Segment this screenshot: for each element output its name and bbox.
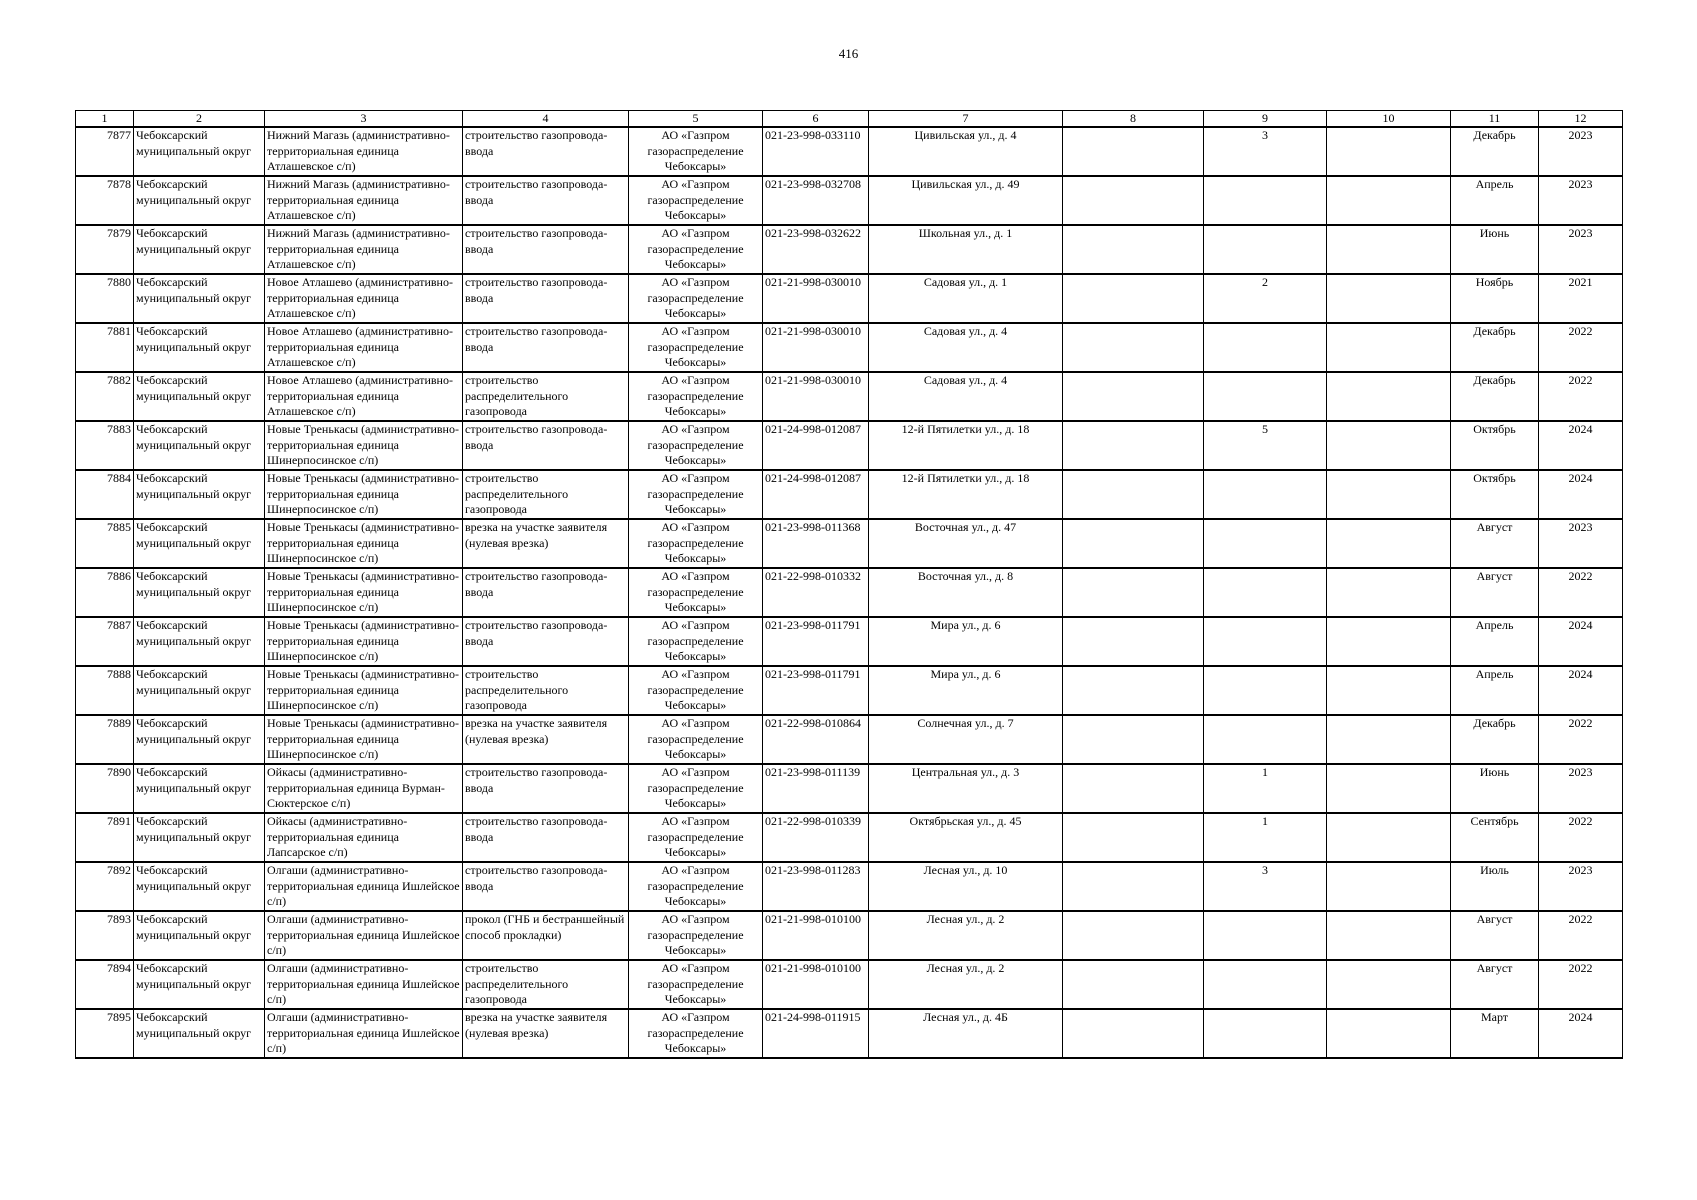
table-row: [76, 421, 1623, 470]
month-cell: Август: [1451, 568, 1539, 617]
column-9-cell: [1204, 666, 1327, 715]
header-row: [76, 111, 1623, 128]
column-header: 6: [763, 111, 869, 128]
column-header: 9: [1204, 111, 1327, 128]
year-cell: 2022: [1539, 960, 1623, 1009]
column-8-cell: [1063, 862, 1204, 911]
application-code-cell: 021-23-998-011368: [763, 519, 869, 568]
locality-cell: Нижний Магазь (административно-территориальная единица Атлашевское с/п): [265, 176, 463, 225]
column-9-cell: 5: [1204, 421, 1327, 470]
month-cell: Октябрь: [1451, 421, 1539, 470]
column-header: 8: [1063, 111, 1204, 128]
address-cell: Восточная ул., д. 47: [869, 519, 1063, 568]
column-8-cell: [1063, 911, 1204, 960]
work-type-cell: строительство газопровода-ввода: [463, 176, 629, 225]
column-8-cell: [1063, 813, 1204, 862]
row-number-cell: 7891: [76, 813, 134, 862]
year-cell: 2024: [1539, 617, 1623, 666]
table-row: [76, 323, 1623, 372]
row-number-cell: 7882: [76, 372, 134, 421]
column-header: 5: [629, 111, 763, 128]
application-code-cell: 021-21-998-030010: [763, 372, 869, 421]
year-cell: 2022: [1539, 813, 1623, 862]
application-code-cell: 021-22-998-010332: [763, 568, 869, 617]
column-10-cell: [1327, 519, 1451, 568]
table-row: [76, 127, 1623, 176]
address-cell: Лесная ул., д. 2: [869, 960, 1063, 1009]
column-9-cell: 1: [1204, 764, 1327, 813]
row-number-cell: 7892: [76, 862, 134, 911]
column-9-cell: [1204, 911, 1327, 960]
work-type-cell: строительство газопровода-ввода: [463, 323, 629, 372]
district-cell: Чебоксарский муниципальный округ: [134, 764, 265, 813]
row-number-cell: 7893: [76, 911, 134, 960]
year-cell: 2021: [1539, 274, 1623, 323]
district-cell: Чебоксарский муниципальный округ: [134, 225, 265, 274]
month-cell: Декабрь: [1451, 323, 1539, 372]
row-number-cell: 7885: [76, 519, 134, 568]
row-number-cell: 7880: [76, 274, 134, 323]
district-cell: Чебоксарский муниципальный округ: [134, 274, 265, 323]
column-9-cell: [1204, 519, 1327, 568]
month-cell: Сентябрь: [1451, 813, 1539, 862]
column-8-cell: [1063, 127, 1204, 176]
locality-cell: Новые Тренькасы (административно-территориальная единица Шинерпосинское с/п): [265, 470, 463, 519]
address-cell: Октябрьская ул., д. 45: [869, 813, 1063, 862]
application-code-cell: 021-21-998-030010: [763, 274, 869, 323]
registry-table: [75, 110, 1623, 1059]
column-10-cell: [1327, 862, 1451, 911]
organization-cell: АО «Газпром газораспределение Чебоксары»: [629, 617, 763, 666]
address-cell: 12-й Пятилетки ул., д. 18: [869, 470, 1063, 519]
year-cell: 2022: [1539, 715, 1623, 764]
application-code-cell: 021-23-998-033110: [763, 127, 869, 176]
column-8-cell: [1063, 568, 1204, 617]
locality-cell: Новые Тренькасы (административно-территориальная единица Шинерпосинское с/п): [265, 421, 463, 470]
district-cell: Чебоксарский муниципальный округ: [134, 911, 265, 960]
organization-cell: АО «Газпром газораспределение Чебоксары»: [629, 225, 763, 274]
month-cell: Декабрь: [1451, 127, 1539, 176]
district-cell: Чебоксарский муниципальный округ: [134, 323, 265, 372]
month-cell: Август: [1451, 911, 1539, 960]
row-number-cell: 7884: [76, 470, 134, 519]
work-type-cell: врезка на участке заявителя (нулевая врезка): [463, 519, 629, 568]
address-cell: Мира ул., д. 6: [869, 617, 1063, 666]
application-code-cell: 021-23-998-032708: [763, 176, 869, 225]
row-number-cell: 7886: [76, 568, 134, 617]
address-cell: Лесная ул., д. 10: [869, 862, 1063, 911]
work-type-cell: строительство газопровода-ввода: [463, 127, 629, 176]
address-cell: Мира ул., д. 6: [869, 666, 1063, 715]
work-type-cell: строительство газопровода-ввода: [463, 568, 629, 617]
column-10-cell: [1327, 960, 1451, 1009]
organization-cell: АО «Газпром газораспределение Чебоксары»: [629, 1009, 763, 1058]
column-9-cell: 3: [1204, 127, 1327, 176]
locality-cell: Новое Атлашево (административно-территориальная единица Атлашевское с/п): [265, 274, 463, 323]
column-header: 1: [76, 111, 134, 128]
locality-cell: Новое Атлашево (административно-территориальная единица Атлашевское с/п): [265, 323, 463, 372]
address-cell: Школьная ул., д. 1: [869, 225, 1063, 274]
row-number-cell: 7878: [76, 176, 134, 225]
column-10-cell: [1327, 715, 1451, 764]
row-number-cell: 7881: [76, 323, 134, 372]
column-8-cell: [1063, 323, 1204, 372]
year-cell: 2024: [1539, 1009, 1623, 1058]
column-8-cell: [1063, 421, 1204, 470]
application-code-cell: 021-23-998-011283: [763, 862, 869, 911]
application-code-cell: 021-24-998-012087: [763, 470, 869, 519]
row-number-cell: 7895: [76, 1009, 134, 1058]
district-cell: Чебоксарский муниципальный округ: [134, 470, 265, 519]
column-10-cell: [1327, 764, 1451, 813]
month-cell: Июль: [1451, 862, 1539, 911]
locality-cell: Новые Тренькасы (административно-территориальная единица Шинерпосинское с/п): [265, 568, 463, 617]
work-type-cell: строительство распределительного газопровода: [463, 470, 629, 519]
district-cell: Чебоксарский муниципальный округ: [134, 617, 265, 666]
district-cell: Чебоксарский муниципальный округ: [134, 666, 265, 715]
locality-cell: Олгаши (административно-территориальная единица Ишлейское с/п): [265, 960, 463, 1009]
locality-cell: Олгаши (административно-территориальная единица Ишлейское с/п): [265, 911, 463, 960]
application-code-cell: 021-23-998-032622: [763, 225, 869, 274]
column-8-cell: [1063, 666, 1204, 715]
locality-cell: Ойкасы (административно-территориальная единица Вурман-Сюктерское с/п): [265, 764, 463, 813]
column-header: 4: [463, 111, 629, 128]
table-row: [76, 715, 1623, 764]
district-cell: Чебоксарский муниципальный округ: [134, 519, 265, 568]
locality-cell: Новые Тренькасы (административно-территориальная единица Шинерпосинское с/п): [265, 617, 463, 666]
column-10-cell: [1327, 813, 1451, 862]
column-8-cell: [1063, 764, 1204, 813]
page-number: 416: [838, 46, 859, 61]
organization-cell: АО «Газпром газораспределение Чебоксары»: [629, 372, 763, 421]
organization-cell: АО «Газпром газораспределение Чебоксары»: [629, 715, 763, 764]
address-cell: Садовая ул., д. 1: [869, 274, 1063, 323]
column-10-cell: [1327, 127, 1451, 176]
address-cell: Солнечная ул., д. 7: [869, 715, 1063, 764]
organization-cell: АО «Газпром газораспределение Чебоксары»: [629, 862, 763, 911]
column-10-cell: [1327, 666, 1451, 715]
address-cell: Цивильская ул., д. 49: [869, 176, 1063, 225]
locality-cell: Новые Тренькасы (административно-территориальная единица Шинерпосинское с/п): [265, 666, 463, 715]
year-cell: 2023: [1539, 176, 1623, 225]
district-cell: Чебоксарский муниципальный округ: [134, 421, 265, 470]
work-type-cell: строительство распределительного газопровода: [463, 666, 629, 715]
work-type-cell: строительство газопровода-ввода: [463, 764, 629, 813]
month-cell: Ноябрь: [1451, 274, 1539, 323]
column-10-cell: [1327, 1009, 1451, 1058]
work-type-cell: врезка на участке заявителя (нулевая врезка): [463, 1009, 629, 1058]
organization-cell: АО «Газпром газораспределение Чебоксары»: [629, 813, 763, 862]
column-header: 11: [1451, 111, 1539, 128]
column-9-cell: [1204, 225, 1327, 274]
work-type-cell: прокол (ГНБ и бестраншейный способ прокладки): [463, 911, 629, 960]
column-9-cell: [1204, 372, 1327, 421]
year-cell: 2022: [1539, 911, 1623, 960]
row-number-cell: 7890: [76, 764, 134, 813]
locality-cell: Олгаши (административно-территориальная единица Ишлейское с/п): [265, 1009, 463, 1058]
column-9-cell: [1204, 715, 1327, 764]
column-8-cell: [1063, 274, 1204, 323]
column-10-cell: [1327, 176, 1451, 225]
column-10-cell: [1327, 372, 1451, 421]
month-cell: Март: [1451, 1009, 1539, 1058]
row-number-cell: 7894: [76, 960, 134, 1009]
table-row: [76, 372, 1623, 421]
table-row: [76, 813, 1623, 862]
column-10-cell: [1327, 617, 1451, 666]
organization-cell: АО «Газпром газораспределение Чебоксары»: [629, 519, 763, 568]
year-cell: 2022: [1539, 372, 1623, 421]
column-9-cell: [1204, 568, 1327, 617]
row-number-cell: 7877: [76, 127, 134, 176]
column-10-cell: [1327, 323, 1451, 372]
column-9-cell: [1204, 1009, 1327, 1058]
work-type-cell: строительство распределительного газопровода: [463, 372, 629, 421]
address-cell: 12-й Пятилетки ул., д. 18: [869, 421, 1063, 470]
district-cell: Чебоксарский муниципальный округ: [134, 960, 265, 1009]
row-number-cell: 7887: [76, 617, 134, 666]
locality-cell: Нижний Магазь (административно-территориальная единица Атлашевское с/п): [265, 225, 463, 274]
district-cell: Чебоксарский муниципальный округ: [134, 1009, 265, 1058]
district-cell: Чебоксарский муниципальный округ: [134, 862, 265, 911]
column-9-cell: [1204, 176, 1327, 225]
year-cell: 2023: [1539, 519, 1623, 568]
table-body: [76, 127, 1623, 1058]
year-cell: 2023: [1539, 862, 1623, 911]
column-header: 12: [1539, 111, 1623, 128]
year-cell: 2023: [1539, 764, 1623, 813]
row-number-cell: 7883: [76, 421, 134, 470]
year-cell: 2023: [1539, 225, 1623, 274]
locality-cell: Ойкасы (административно-территориальная единица Лапсарское с/п): [265, 813, 463, 862]
locality-cell: Новые Тренькасы (административно-территориальная единица Шинерпосинское с/п): [265, 519, 463, 568]
organization-cell: АО «Газпром газораспределение Чебоксары»: [629, 568, 763, 617]
work-type-cell: строительство газопровода-ввода: [463, 421, 629, 470]
table-row: [76, 176, 1623, 225]
column-8-cell: [1063, 715, 1204, 764]
table-row: [76, 960, 1623, 1009]
column-9-cell: [1204, 323, 1327, 372]
application-code-cell: 021-21-998-030010: [763, 323, 869, 372]
organization-cell: АО «Газпром газораспределение Чебоксары»: [629, 127, 763, 176]
column-header: 10: [1327, 111, 1451, 128]
organization-cell: АО «Газпром газораспределение Чебоксары»: [629, 911, 763, 960]
work-type-cell: строительство газопровода-ввода: [463, 813, 629, 862]
application-code-cell: 021-22-998-010339: [763, 813, 869, 862]
locality-cell: Нижний Магазь (административно-территориальная единица Атлашевское с/п): [265, 127, 463, 176]
address-cell: Цивильская ул., д. 4: [869, 127, 1063, 176]
column-9-cell: 3: [1204, 862, 1327, 911]
work-type-cell: строительство газопровода-ввода: [463, 274, 629, 323]
column-8-cell: [1063, 470, 1204, 519]
column-9-cell: 1: [1204, 813, 1327, 862]
column-10-cell: [1327, 274, 1451, 323]
column-8-cell: [1063, 519, 1204, 568]
column-10-cell: [1327, 568, 1451, 617]
work-type-cell: врезка на участке заявителя (нулевая врезка): [463, 715, 629, 764]
column-9-cell: [1204, 470, 1327, 519]
locality-cell: Олгаши (административно-территориальная единица Ишлейское с/п): [265, 862, 463, 911]
work-type-cell: строительство газопровода-ввода: [463, 225, 629, 274]
organization-cell: АО «Газпром газораспределение Чебоксары»: [629, 666, 763, 715]
year-cell: 2024: [1539, 470, 1623, 519]
organization-cell: АО «Газпром газораспределение Чебоксары»: [629, 421, 763, 470]
application-code-cell: 021-23-998-011791: [763, 617, 869, 666]
organization-cell: АО «Газпром газораспределение Чебоксары»: [629, 764, 763, 813]
work-type-cell: строительство газопровода-ввода: [463, 617, 629, 666]
column-10-cell: [1327, 421, 1451, 470]
column-9-cell: [1204, 617, 1327, 666]
table-row: [76, 617, 1623, 666]
table-row: [76, 568, 1623, 617]
application-code-cell: 021-23-998-011791: [763, 666, 869, 715]
table-row: [76, 911, 1623, 960]
application-code-cell: 021-23-998-011139: [763, 764, 869, 813]
column-8-cell: [1063, 960, 1204, 1009]
table-row: [76, 225, 1623, 274]
table-row: [76, 274, 1623, 323]
column-8-cell: [1063, 617, 1204, 666]
year-cell: 2023: [1539, 127, 1623, 176]
address-cell: Садовая ул., д. 4: [869, 372, 1063, 421]
address-cell: Восточная ул., д. 8: [869, 568, 1063, 617]
application-code-cell: 021-24-998-011915: [763, 1009, 869, 1058]
work-type-cell: строительство газопровода-ввода: [463, 862, 629, 911]
column-8-cell: [1063, 176, 1204, 225]
table-row: [76, 862, 1623, 911]
row-number-cell: 7879: [76, 225, 134, 274]
district-cell: Чебоксарский муниципальный округ: [134, 127, 265, 176]
column-header: 7: [869, 111, 1063, 128]
column-8-cell: [1063, 372, 1204, 421]
application-code-cell: 021-24-998-012087: [763, 421, 869, 470]
organization-cell: АО «Газпром газораспределение Чебоксары»: [629, 470, 763, 519]
column-10-cell: [1327, 911, 1451, 960]
address-cell: Лесная ул., д. 4Б: [869, 1009, 1063, 1058]
month-cell: Июнь: [1451, 225, 1539, 274]
table-row: [76, 666, 1623, 715]
column-header: 2: [134, 111, 265, 128]
application-code-cell: 021-21-998-010100: [763, 960, 869, 1009]
table-row: [76, 764, 1623, 813]
application-code-cell: 021-21-998-010100: [763, 911, 869, 960]
column-10-cell: [1327, 470, 1451, 519]
organization-cell: АО «Газпром газораспределение Чебоксары»: [629, 960, 763, 1009]
month-cell: Октябрь: [1451, 470, 1539, 519]
district-cell: Чебоксарский муниципальный округ: [134, 715, 265, 764]
column-8-cell: [1063, 225, 1204, 274]
application-code-cell: 021-22-998-010864: [763, 715, 869, 764]
month-cell: Декабрь: [1451, 715, 1539, 764]
table-row: [76, 519, 1623, 568]
address-cell: Лесная ул., д. 2: [869, 911, 1063, 960]
column-header: 3: [265, 111, 463, 128]
column-8-cell: [1063, 1009, 1204, 1058]
organization-cell: АО «Газпром газораспределение Чебоксары»: [629, 274, 763, 323]
locality-cell: Новое Атлашево (административно-территориальная единица Атлашевское с/п): [265, 372, 463, 421]
column-9-cell: 2: [1204, 274, 1327, 323]
district-cell: Чебоксарский муниципальный округ: [134, 176, 265, 225]
year-cell: 2024: [1539, 666, 1623, 715]
year-cell: 2022: [1539, 323, 1623, 372]
column-10-cell: [1327, 225, 1451, 274]
organization-cell: АО «Газпром газораспределение Чебоксары»: [629, 176, 763, 225]
month-cell: Апрель: [1451, 617, 1539, 666]
work-type-cell: строительство распределительного газопровода: [463, 960, 629, 1009]
month-cell: Август: [1451, 960, 1539, 1009]
month-cell: Апрель: [1451, 176, 1539, 225]
year-cell: 2024: [1539, 421, 1623, 470]
column-9-cell: [1204, 960, 1327, 1009]
month-cell: Апрель: [1451, 666, 1539, 715]
year-cell: 2022: [1539, 568, 1623, 617]
district-cell: Чебоксарский муниципальный округ: [134, 372, 265, 421]
month-cell: Июнь: [1451, 764, 1539, 813]
month-cell: Август: [1451, 519, 1539, 568]
organization-cell: АО «Газпром газораспределение Чебоксары»: [629, 323, 763, 372]
row-number-cell: 7888: [76, 666, 134, 715]
district-cell: Чебоксарский муниципальный округ: [134, 813, 265, 862]
locality-cell: Новые Тренькасы (административно-территориальная единица Шинерпосинское с/п): [265, 715, 463, 764]
address-cell: Центральная ул., д. 3: [869, 764, 1063, 813]
table-row: [76, 1009, 1623, 1058]
row-number-cell: 7889: [76, 715, 134, 764]
month-cell: Декабрь: [1451, 372, 1539, 421]
address-cell: Садовая ул., д. 4: [869, 323, 1063, 372]
table-row: [76, 470, 1623, 519]
district-cell: Чебоксарский муниципальный округ: [134, 568, 265, 617]
